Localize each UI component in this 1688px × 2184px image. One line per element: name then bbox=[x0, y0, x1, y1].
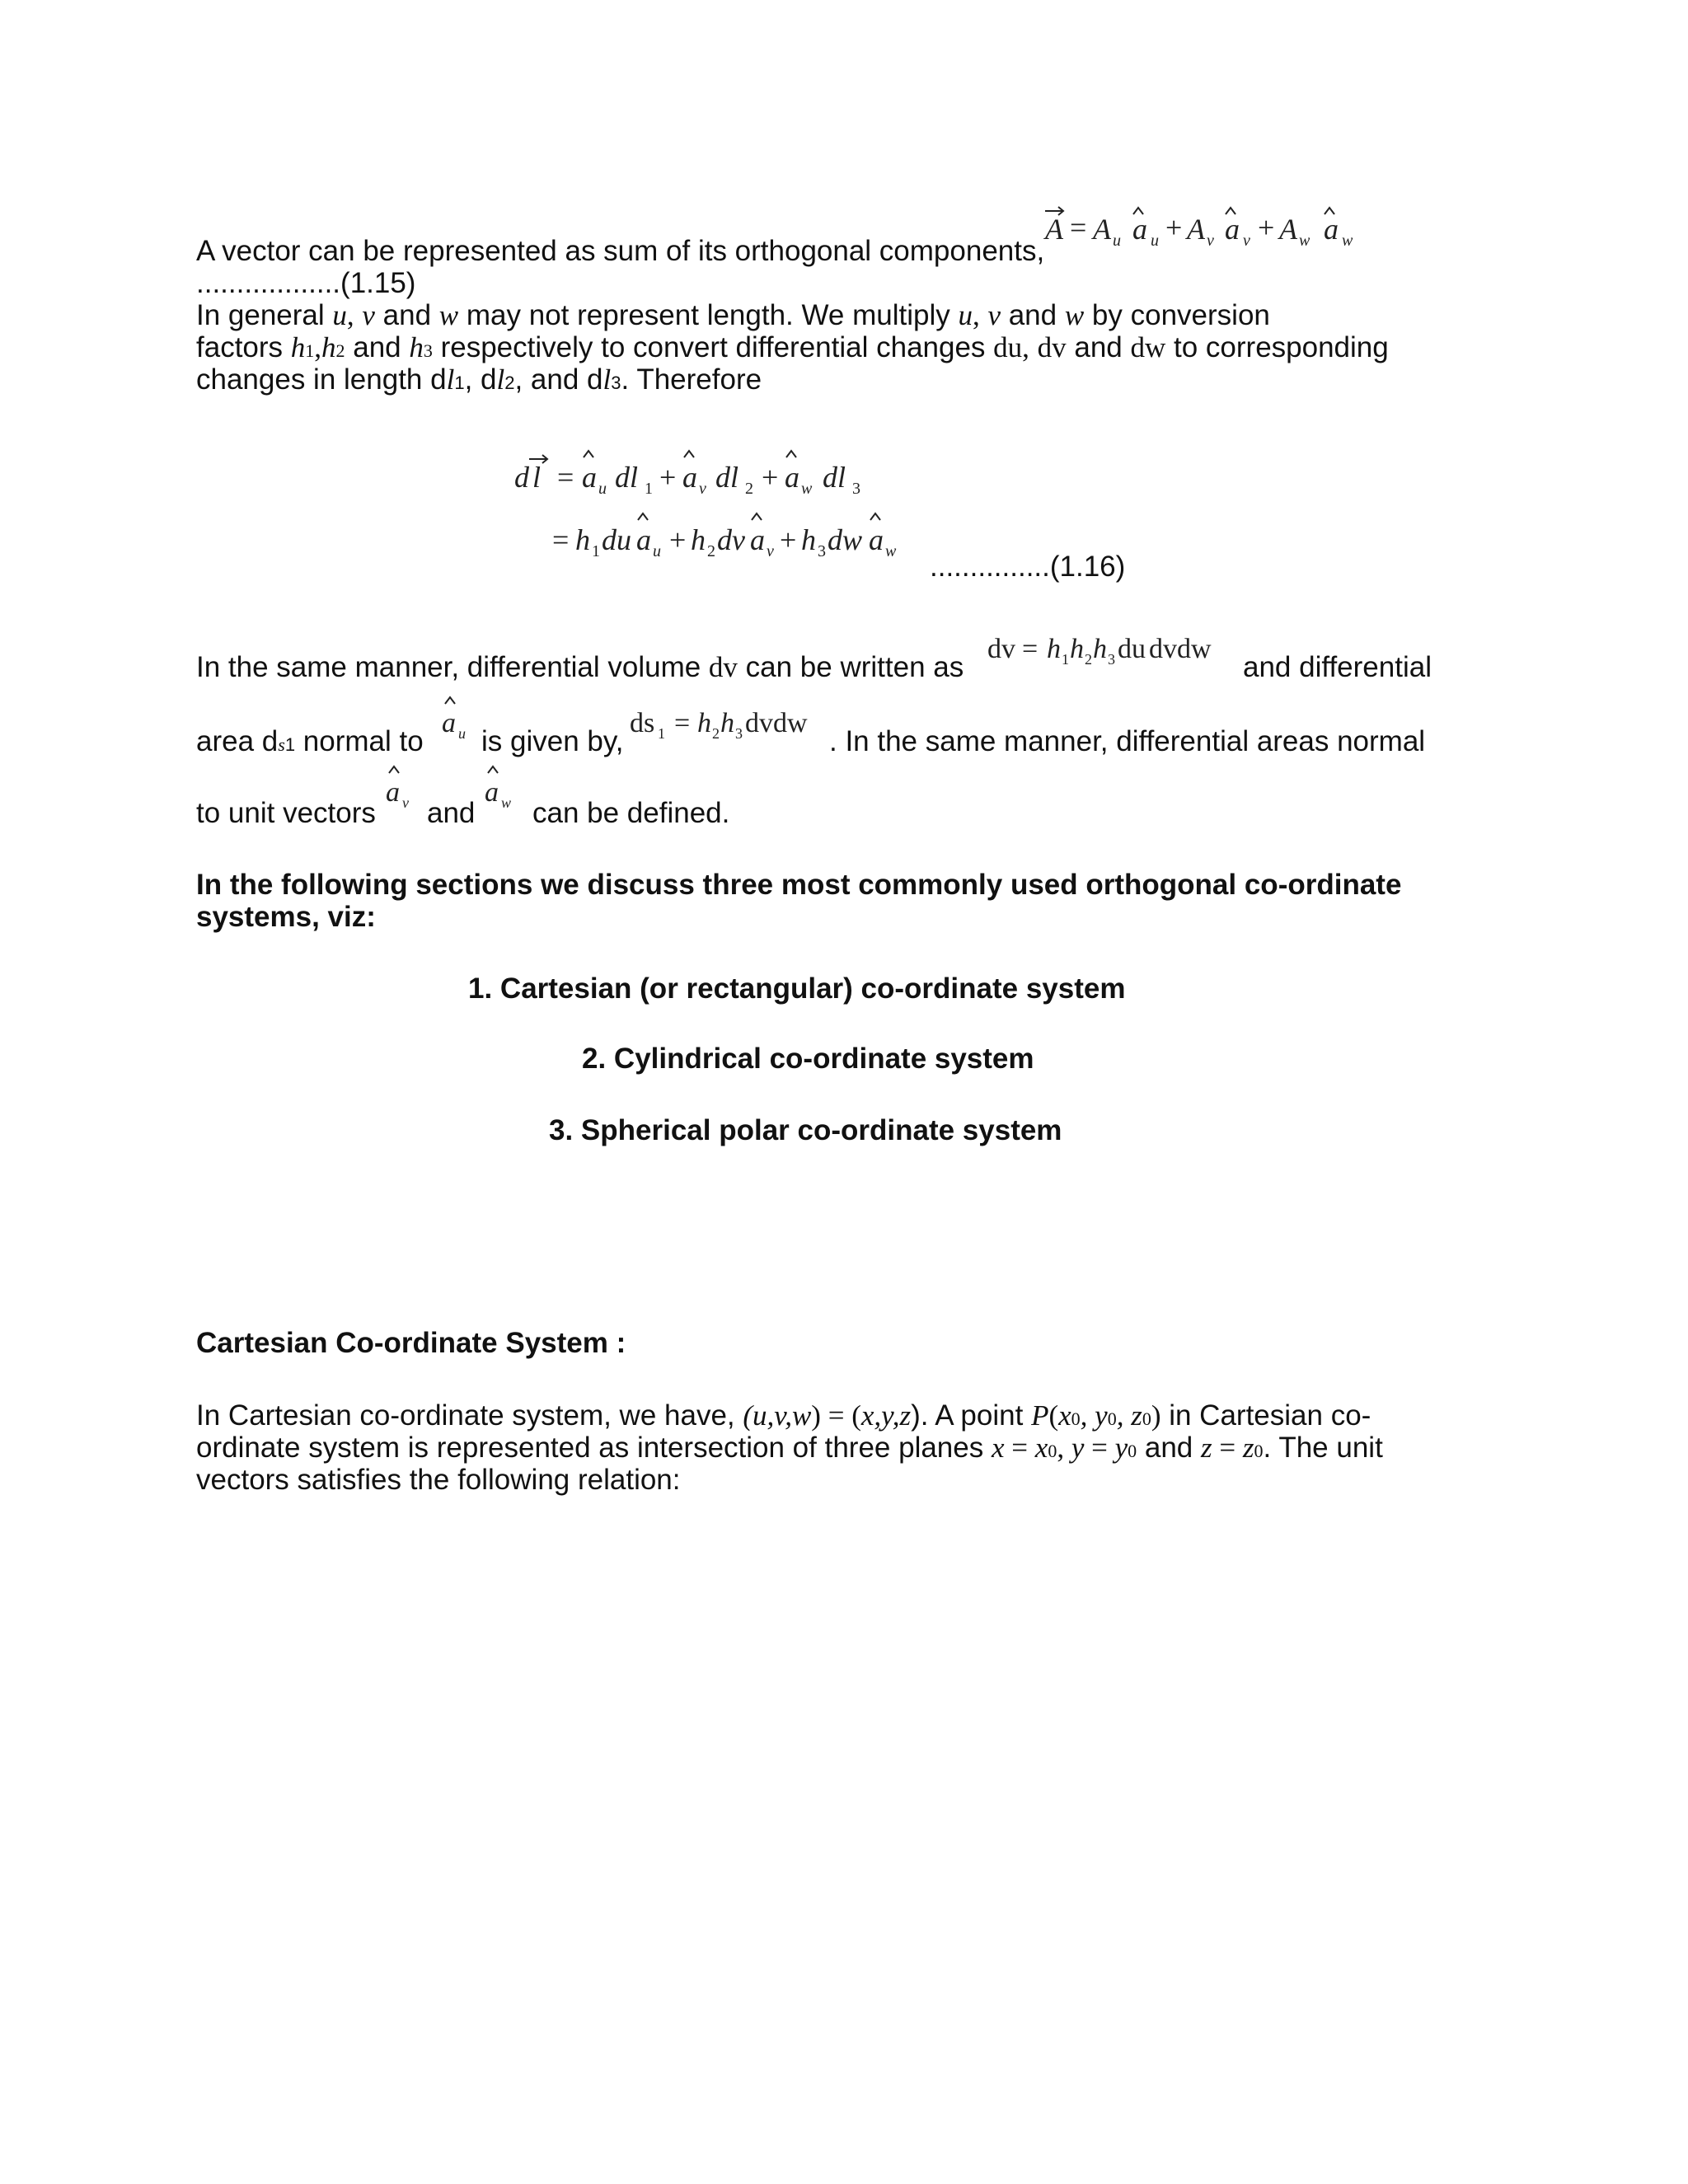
svg-text:u: u bbox=[653, 542, 661, 560]
list-item-spherical: 3. Spherical polar co-ordinate system bbox=[549, 1114, 1062, 1146]
svg-text:v: v bbox=[1207, 232, 1214, 250]
para2-line2-given: is given by, bbox=[481, 725, 624, 757]
svg-text:u: u bbox=[1113, 232, 1121, 250]
svg-text:w: w bbox=[501, 794, 512, 811]
svg-text:v: v bbox=[699, 480, 706, 498]
para3-line1: In Cartesian co-ordinate system, we have, (u,v,w) = (x,y,z). A point P(x0, y0, z0) in Cartesian co- bbox=[196, 1399, 1372, 1432]
svg-text:h: h bbox=[575, 523, 590, 556]
svg-text:u: u bbox=[1151, 232, 1159, 250]
unit-vector-av bbox=[382, 760, 419, 814]
svg-text:a: a bbox=[750, 523, 765, 556]
svg-text:=: = bbox=[552, 523, 570, 556]
vector-A: A bbox=[1045, 213, 1063, 246]
para2-line2: area ds1 normal to bbox=[196, 725, 424, 757]
svg-text:3: 3 bbox=[852, 480, 860, 498]
svg-text:dl: dl bbox=[615, 461, 639, 494]
svg-text:du: du bbox=[602, 523, 631, 556]
svg-text:a: a bbox=[682, 461, 697, 494]
svg-text:a: a bbox=[1324, 213, 1339, 246]
svg-text:1: 1 bbox=[645, 480, 653, 498]
svg-text:dv: dv bbox=[717, 523, 745, 556]
svg-text:3: 3 bbox=[735, 725, 743, 742]
svg-text:=: = bbox=[1022, 634, 1039, 664]
equation-1-16 bbox=[509, 441, 938, 573]
svg-text:v: v bbox=[402, 794, 409, 811]
para1-line2: ..................(1.15) bbox=[196, 267, 416, 299]
svg-text:dl: dl bbox=[823, 461, 846, 494]
para1-line1: A vector can be represented as sum of its orthogonal components, bbox=[196, 235, 1045, 267]
svg-text:h: h bbox=[720, 708, 734, 738]
para2-line2-end: . In the same manner, differential areas normal bbox=[829, 725, 1426, 757]
svg-text:2: 2 bbox=[745, 480, 753, 498]
list-item-cylindrical: 2. Cylindrical co-ordinate system bbox=[582, 1043, 1034, 1075]
svg-text:w: w bbox=[1342, 232, 1353, 250]
svg-text:h: h bbox=[1047, 634, 1061, 664]
svg-text:a: a bbox=[582, 461, 597, 494]
svg-text:u: u bbox=[598, 480, 607, 498]
unit-vector-aw bbox=[481, 760, 523, 814]
svg-text:dvdw: dvdw bbox=[1149, 634, 1212, 664]
svg-text:+: + bbox=[659, 461, 677, 494]
svg-text:3: 3 bbox=[818, 542, 826, 560]
para2-line3-end: can be defined. bbox=[532, 797, 730, 829]
svg-text:=: = bbox=[557, 461, 574, 494]
svg-text:2: 2 bbox=[707, 542, 715, 560]
intro-bold-line1: In the following sections we discuss three most commonly used orthogonal co-ordinate bbox=[196, 869, 1402, 901]
svg-text:+: + bbox=[1165, 211, 1183, 244]
svg-text:=: = bbox=[1070, 211, 1087, 244]
svg-text:h: h bbox=[697, 708, 711, 738]
para2-line1-end: and differential bbox=[1243, 651, 1432, 683]
list-item-cartesian: 1. Cartesian (or rectangular) co-ordinate system bbox=[468, 972, 1126, 1005]
svg-text:a: a bbox=[869, 523, 884, 556]
svg-text:=: = bbox=[674, 708, 691, 738]
svg-text:+: + bbox=[780, 523, 797, 556]
para3-line2: ordinate system is represented as intersection of three planes x = x0, y = y0 and z = z0. The unit bbox=[196, 1432, 1383, 1464]
svg-text:a: a bbox=[386, 777, 400, 808]
intro-bold-line2: systems, viz: bbox=[196, 901, 376, 933]
svg-text:v: v bbox=[767, 542, 774, 560]
svg-text:dw: dw bbox=[828, 523, 863, 556]
para2-line3-and: and bbox=[427, 797, 476, 829]
svg-text:3: 3 bbox=[1108, 651, 1115, 668]
svg-text:A: A bbox=[1279, 213, 1297, 246]
svg-text:a: a bbox=[636, 523, 651, 556]
svg-text:A: A bbox=[1187, 213, 1205, 246]
svg-text:a: a bbox=[1225, 213, 1240, 246]
svg-text:dv: dv bbox=[987, 634, 1015, 664]
svg-text:a: a bbox=[442, 708, 456, 738]
unit-vector-au bbox=[438, 691, 475, 745]
svg-text:h: h bbox=[1070, 634, 1084, 664]
cartesian-heading: Cartesian Co-ordinate System : bbox=[196, 1327, 626, 1359]
para1-line3: In general u, v and w may not represent length. We multiply u, v and w by conversion bbox=[196, 299, 1270, 331]
svg-text:A: A bbox=[1093, 213, 1111, 246]
svg-text:+: + bbox=[762, 461, 779, 494]
svg-text:1: 1 bbox=[1062, 651, 1069, 668]
svg-text:d: d bbox=[514, 461, 529, 494]
svg-text:a: a bbox=[485, 777, 499, 808]
svg-text:l: l bbox=[532, 461, 542, 494]
equation-1-15 bbox=[1040, 198, 1386, 255]
svg-text:h: h bbox=[1093, 634, 1107, 664]
svg-text:a: a bbox=[1132, 213, 1147, 246]
svg-text:h: h bbox=[801, 523, 816, 556]
equation-dv bbox=[986, 628, 1233, 669]
svg-text:du: du bbox=[1118, 634, 1146, 664]
svg-text:ds: ds bbox=[630, 708, 655, 738]
svg-text:w: w bbox=[801, 480, 813, 498]
svg-text:u: u bbox=[458, 725, 466, 742]
svg-text:h: h bbox=[691, 523, 706, 556]
svg-text:a: a bbox=[785, 461, 799, 494]
svg-text:dvdw: dvdw bbox=[745, 708, 808, 738]
svg-text:1: 1 bbox=[658, 725, 665, 742]
svg-text:+: + bbox=[1258, 211, 1275, 244]
para1-line5: changes in length dl1, dl2, and dl3. Therefore bbox=[196, 363, 762, 396]
svg-text:2: 2 bbox=[712, 725, 720, 742]
svg-text:v: v bbox=[1243, 232, 1250, 250]
svg-text:w: w bbox=[1299, 232, 1311, 250]
svg-text:2: 2 bbox=[1085, 651, 1092, 668]
svg-text:w: w bbox=[885, 542, 897, 560]
equation-ds1 bbox=[628, 702, 834, 743]
para2-line1: In the same manner, differential volume dv can be written as bbox=[196, 651, 964, 683]
svg-text:+: + bbox=[669, 523, 687, 556]
para2-line3: to unit vectors bbox=[196, 797, 376, 829]
svg-text:1: 1 bbox=[592, 542, 600, 560]
para3-line3: vectors satisfies the following relation: bbox=[196, 1464, 681, 1496]
equation-1-16-label: ...............(1.16) bbox=[930, 551, 1126, 583]
svg-text:dl: dl bbox=[715, 461, 739, 494]
para1-line4: factors h1,h2 and h3 respectively to convert differential changes du, dv and dw to corresponding bbox=[196, 331, 1389, 363]
